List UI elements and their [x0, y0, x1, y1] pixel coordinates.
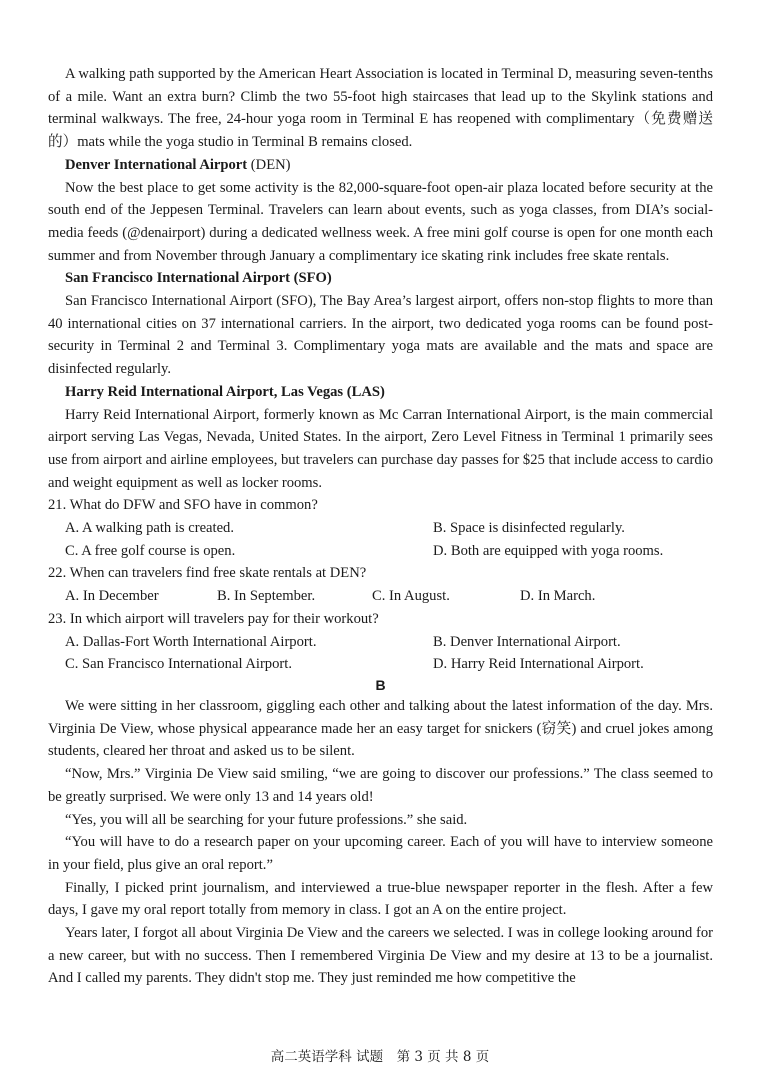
story-paragraph: Finally, I picked print journalism, and interviewed a true-blue newspaper reporter in the flesh. After a few days, I gave my oral report totally from memory in class. I got an A on the entire project. — [48, 879, 713, 919]
option-d: D. In March. — [520, 588, 596, 605]
story-paragraph: We were sitting in her classroom, giggling each other and talking about the latest information of the day. Mrs. Virginia De View, whose physical appearance made her an easy target for snickers (窃笑) and cruel jokes among students, cleared her throat and asked us to be silent. — [48, 697, 713, 760]
las-paragraph: Harry Reid International Airport, formerly known as Mc Carran International Airport, is the main commercial airport serving Las Vegas, Nevada, United States. In the airport, Zero Level Fitness in Terminal 1 primarily sees use from airport and airline employees, but travelers can purchase day passes for $25 that include access to cardio and weight equipment as well as locker rooms. — [48, 406, 713, 491]
question-23-stem: 23. In which airport will travelers pay for their workout? — [48, 610, 379, 627]
option-c: C. In August. — [372, 588, 450, 605]
option-c: C. A free golf course is open. — [65, 542, 236, 559]
sfo-paragraph: San Francisco International Airport (SFO), The Bay Area’s largest airport, offers non-stop flights to more than 40 international cities on 37 international carriers. In the airport, two dedicated yoga rooms can be found post-security in Terminal 2 and Terminal 3. Complimentary yoga mats are available and the mats and space are disinfected regularly. — [48, 293, 713, 378]
option-d: D. Harry Reid International Airport. — [433, 656, 644, 673]
story-paragraph: “You will have to do a research paper on your upcoming career. Each of you will have to interview someone in your field, plus give an oral report.” — [48, 834, 713, 873]
option-c: C. San Francisco International Airport. — [65, 656, 292, 673]
page-footer: 高二英语学科 试题 第 3 页 共 8 页 — [270, 1049, 490, 1065]
terminal-paragraph: A walking path supported by the American Heart Association is located in Terminal D, measuring seven-tenths of a mile. Want an extra burn? Climb the two 55-foot high staircases that lead up to the Skylink stations and terminal walkways. The free, 24-hour yoga room in Terminal E has reopened with complimentary（免费赠送的）mats while the yoga studio in Terminal B remains closed. — [48, 66, 713, 151]
question-23-options — [48, 631, 713, 676]
option-a: A. Dallas-Fort Worth International Airport. — [65, 633, 317, 650]
option-a: A. In December — [65, 588, 159, 605]
den-paragraph: Now the best place to get some activity is the 82,000-square-foot open-air plaza located before security at the south end of the Jeppesen Terminal. Travelers can learn about events, such as yoga classes, from DIA’s social-media feeds (@denairport) during a dedicated wellness week. A free mini golf course is open for one month each summer and from November through January a complimentary ice skating rink includes free skate rentals. — [48, 179, 713, 264]
question-21-options — [48, 517, 713, 562]
story-paragraph: “Now, Mrs.” Virginia De View said smiling, “we are going to discover our professions.” The class seemed to be greatly surprised. We were only 13 and 14 years old! — [48, 766, 713, 805]
sfo-heading: San Francisco International Airport (SFO) — [65, 270, 332, 287]
las-heading: Harry Reid International Airport, Las Vegas (LAS) — [65, 383, 385, 400]
den-heading — [48, 154, 713, 177]
story-paragraph: “Yes, you will all be searching for your future professions.” she said. — [65, 811, 468, 828]
den-code: (DEN) — [247, 156, 291, 173]
option-b: B. In September. — [217, 588, 316, 605]
option-b: B. Space is disinfected regularly. — [433, 520, 625, 537]
section-b-heading: B — [375, 676, 386, 693]
question-21-stem: 21. What do DFW and SFO have in common? — [48, 497, 318, 514]
den-name: Denver International Airport — [65, 156, 248, 173]
option-b: B. Denver International Airport. — [433, 633, 621, 650]
question-22-stem: 22. When can travelers find free skate rentals at DEN? — [48, 565, 367, 582]
story-paragraph: Years later, I forgot all about Virginia De View and the careers we selected. I was in college looking around for a new career, but with no success. Then I remembered Virginia De View and my desire at 13 to be a journalist. And I called my parents. They didn't stop me. They just reminded me how competitive the — [48, 925, 713, 987]
option-d: D. Both are equipped with yoga rooms. — [433, 542, 664, 559]
question-22-options — [48, 585, 713, 608]
option-a: A. A walking path is created. — [65, 520, 235, 537]
